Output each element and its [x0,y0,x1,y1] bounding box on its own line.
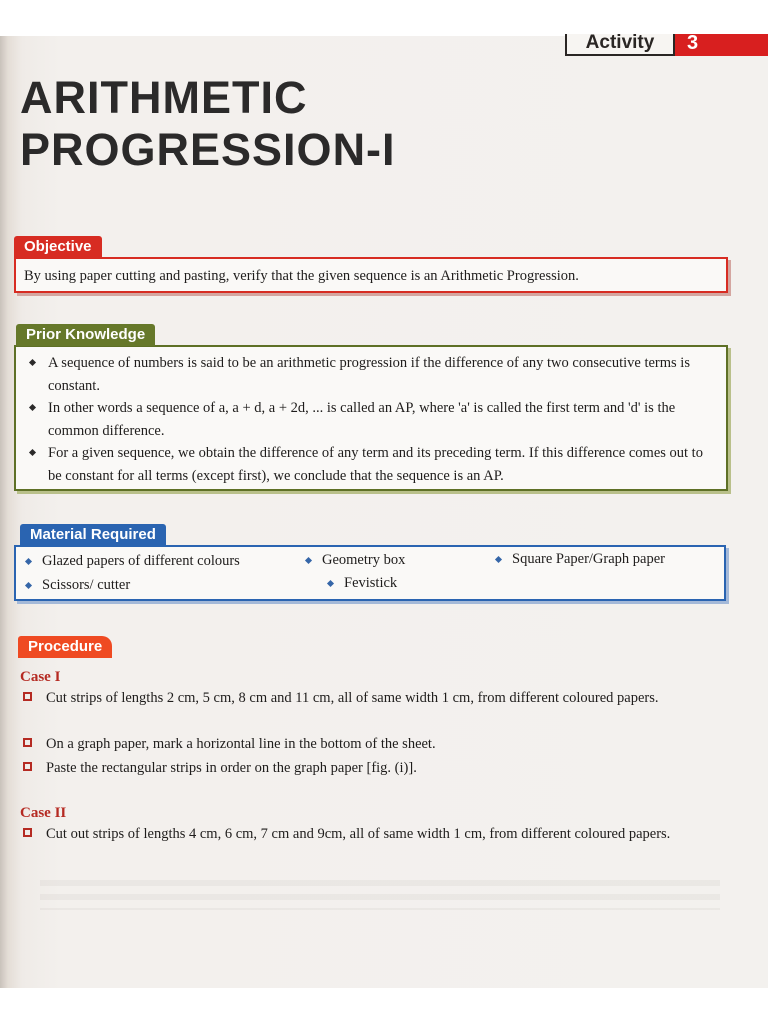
checkbox-icon [23,828,32,837]
title-line-1: ARITHMETIC [20,72,308,123]
list-item: Cut strips of lengths 2 cm, 5 cm, 8 cm and 11 cm, all of same width 1 cm, from different coloured papers. [20,687,730,709]
activity-label: Activity [565,34,675,56]
case-1-heading: Case I [20,669,61,685]
list-item: Glazed papers of different colours [22,551,240,571]
bullet-icon [29,449,36,456]
list-item: A sequence of numbers is said to be an arithmetic progression if the difference of any two consecutive terms is constant. [22,352,718,397]
bleed-through-text [40,880,720,910]
objective-box [14,257,728,293]
checkbox-icon [23,692,32,701]
list-item: In other words a sequence of a, a + d, a + 2d, ... is called an AP, where 'a' is called the first term and 'd' is the common difference. [22,397,718,442]
title-line-2: PROGRESSION-I [20,124,396,175]
page [0,36,768,988]
list-item: On a graph paper, mark a horizontal line in the bottom of the sheet. [20,733,730,755]
prior-knowledge-tag: Prior Knowledge [16,324,155,346]
page-title [20,72,396,176]
prior-knowledge-box [14,345,728,491]
material-required-box [14,545,726,601]
bullet-icon [327,580,334,587]
bullet-icon [495,556,502,563]
checkbox-icon [23,762,32,771]
objective-tag: Objective [14,236,102,258]
list-item: Geometry box [302,550,405,570]
list-item: Fevistick [324,573,397,593]
activity-number: 3 [675,34,768,56]
bullet-icon [25,558,32,565]
bullet-icon [305,557,312,564]
list-item: For a given sequence, we obtain the difference of any term and its preceding term. If this difference comes out to be constant for all terms (except first), we conclude that the sequence is an AP. [22,442,718,487]
bullet-icon [29,404,36,411]
list-item: Cut out strips of lengths 4 cm, 6 cm, 7 cm and 9cm, all of same width 1 cm, from different coloured papers. [20,823,730,845]
bullet-icon [29,359,36,366]
material-required-tag: Material Required [20,524,166,546]
checkbox-icon [23,738,32,747]
list-item: Paste the rectangular strips in order on the graph paper [fig. (i)]. [20,757,730,779]
page-margin [0,988,768,1024]
objective-text: By using paper cutting and pasting, verify that the given sequence is an Arithmetic Progression. [24,268,579,284]
activity-tab [565,22,768,56]
list-item: Square Paper/Graph paper [492,549,665,569]
list-item: Scissors/ cutter [22,575,130,595]
prior-knowledge-list [22,352,718,487]
procedure-tag: Procedure [18,636,112,658]
bullet-icon [25,582,32,589]
case-2-heading: Case II [20,805,67,821]
